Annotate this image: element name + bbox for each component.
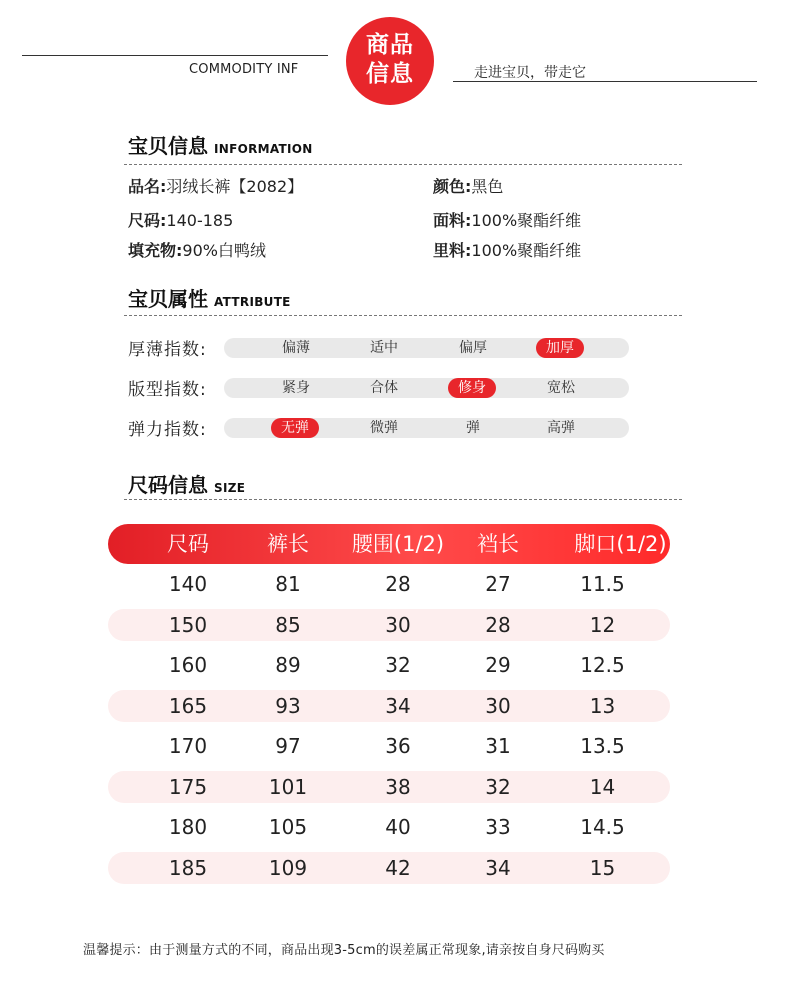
header-right-text: 走进宝贝，带走它 xyxy=(474,65,586,81)
info-field-value: 90%白鸭绒 xyxy=(182,241,266,260)
table-cell: 150 xyxy=(168,613,208,637)
info-field-key: 颜色: xyxy=(433,177,472,196)
attr-scale-fit xyxy=(224,378,629,398)
attr-option: 紧身 xyxy=(282,380,310,396)
size-table-header-cell: 裤长 xyxy=(267,532,309,556)
size-table-header-cell: 尺码 xyxy=(167,532,209,556)
info-field-value: 100%聚酯纤维 xyxy=(471,241,582,260)
table-cell: 11.5 xyxy=(580,572,625,596)
table-cell: 97 xyxy=(275,734,301,758)
attr-label-thickness: 厚薄指数: xyxy=(128,340,207,360)
info-field xyxy=(128,238,266,261)
badge-line-2: 信息 xyxy=(366,61,414,87)
table-cell: 185 xyxy=(168,856,208,880)
attr-option: 偏薄 xyxy=(282,340,310,356)
attr-option: 合体 xyxy=(370,380,398,396)
table-cell: 29 xyxy=(485,653,511,677)
attr-scale-thickness xyxy=(224,338,629,358)
table-cell: 13.5 xyxy=(580,734,625,758)
table-cell: 28 xyxy=(485,613,511,637)
info-field-value: 140-185 xyxy=(166,211,234,230)
table-cell: 105 xyxy=(268,815,308,839)
table-cell: 14.5 xyxy=(580,815,625,839)
attribute-title-cn: 宝贝属性 xyxy=(128,287,208,311)
info-field-key: 里料: xyxy=(433,241,472,260)
table-cell: 42 xyxy=(385,856,411,880)
table-cell: 93 xyxy=(275,694,301,718)
table-row xyxy=(108,690,670,722)
attribute-title-en: ATTRIBUTE xyxy=(214,295,291,309)
table-cell: 13 xyxy=(589,694,616,718)
table-cell: 34 xyxy=(385,694,411,718)
table-cell: 140 xyxy=(168,572,208,596)
table-cell: 12 xyxy=(589,613,616,637)
table-row xyxy=(108,852,670,884)
info-field xyxy=(128,174,303,197)
information-title-cn: 宝贝信息 xyxy=(128,134,208,158)
header-left-rule xyxy=(22,55,328,56)
footer-note: 温馨提示：由于测量方式的不同，商品出现3-5cm的误差属正常现象,请亲按自身尺码购买 xyxy=(83,943,605,958)
size-title-cn: 尺码信息 xyxy=(128,473,208,497)
table-row xyxy=(108,771,670,803)
table-cell: 36 xyxy=(385,734,411,758)
table-cell: 28 xyxy=(385,572,411,596)
size-table-header-cell: 腰围(1/2) xyxy=(351,532,445,556)
size-table-header-cell: 裆长 xyxy=(477,532,519,556)
table-row xyxy=(108,649,670,681)
attribute-title xyxy=(128,283,291,312)
table-cell: 31 xyxy=(485,734,511,758)
table-cell: 32 xyxy=(385,653,411,677)
table-cell: 40 xyxy=(385,815,411,839)
table-cell: 30 xyxy=(385,613,411,637)
attr-label-elasticity: 弹力指数: xyxy=(128,420,207,440)
size-title xyxy=(128,469,245,498)
table-row xyxy=(108,609,670,641)
info-field-key: 尺码: xyxy=(128,211,167,230)
attr-label-fit: 版型指数: xyxy=(128,380,207,400)
table-cell: 12.5 xyxy=(580,653,625,677)
table-cell: 15 xyxy=(589,856,616,880)
table-cell: 170 xyxy=(168,734,208,758)
table-cell: 165 xyxy=(168,694,208,718)
table-cell: 101 xyxy=(268,775,308,799)
table-cell: 160 xyxy=(168,653,208,677)
commodity-info-badge xyxy=(346,17,434,105)
table-cell: 109 xyxy=(268,856,308,880)
table-cell: 175 xyxy=(168,775,208,799)
table-cell: 81 xyxy=(275,572,301,596)
attr-option: 高弹 xyxy=(547,420,575,436)
table-row xyxy=(108,568,670,600)
size-title-en: SIZE xyxy=(214,481,246,495)
size-divider xyxy=(124,499,682,500)
info-field-value: 100%聚酯纤维 xyxy=(471,211,582,230)
attr-option: 适中 xyxy=(370,340,398,356)
size-table-header-cell: 脚口(1/2) xyxy=(574,532,667,556)
attr-option-selected: 无弹 xyxy=(271,418,319,438)
table-cell: 38 xyxy=(385,775,411,799)
attr-option-selected: 加厚 xyxy=(536,338,584,358)
table-cell: 27 xyxy=(485,572,511,596)
table-cell: 85 xyxy=(275,613,301,637)
attr-option: 弹 xyxy=(466,420,480,436)
information-divider xyxy=(124,164,682,165)
header-left-text: COMMODITY INF xyxy=(189,62,299,77)
table-cell: 180 xyxy=(168,815,208,839)
table-cell: 30 xyxy=(485,694,511,718)
table-cell: 33 xyxy=(485,815,511,839)
table-cell: 34 xyxy=(485,856,511,880)
information-title-en: INFORMATION xyxy=(214,142,313,156)
info-field xyxy=(433,174,503,197)
info-field-key: 品名: xyxy=(128,177,167,196)
size-table-header xyxy=(108,524,670,564)
table-row xyxy=(108,811,670,843)
info-field-key: 面料: xyxy=(433,211,472,230)
info-field xyxy=(128,208,233,231)
info-field-value: 羽绒长裤【2082】 xyxy=(166,177,304,196)
attr-option-selected: 修身 xyxy=(448,378,496,398)
badge-line-1: 商品 xyxy=(366,32,414,58)
table-cell: 89 xyxy=(275,653,301,677)
attribute-divider xyxy=(124,315,682,316)
attr-option: 偏厚 xyxy=(459,340,487,356)
table-row xyxy=(108,730,670,762)
info-field xyxy=(433,238,581,261)
info-field-value: 黑色 xyxy=(471,177,504,196)
attr-option: 宽松 xyxy=(547,380,575,396)
table-cell: 14 xyxy=(589,775,616,799)
information-title xyxy=(128,130,313,159)
info-field xyxy=(433,208,581,231)
info-field-key: 填充物: xyxy=(128,241,183,260)
attr-scale-elasticity xyxy=(224,418,629,438)
table-cell: 32 xyxy=(485,775,511,799)
attr-option: 微弹 xyxy=(370,420,398,436)
